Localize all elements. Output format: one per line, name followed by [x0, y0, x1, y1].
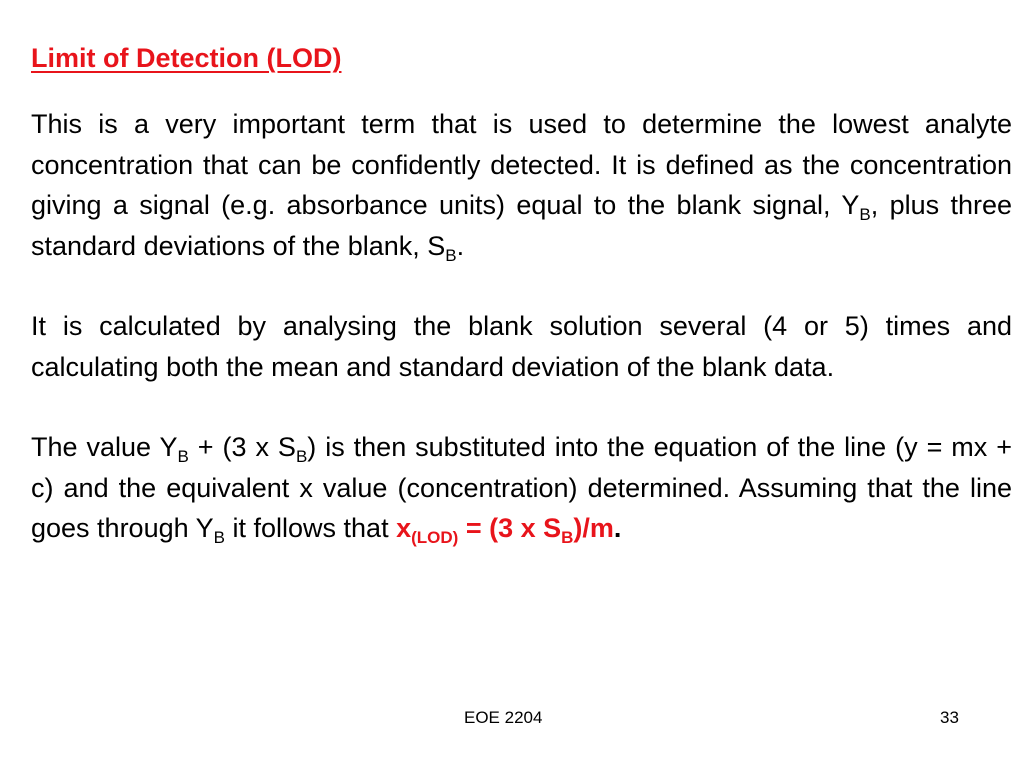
- p3-period: .: [613, 513, 622, 543]
- p3-text-a: The value Y: [31, 432, 178, 462]
- p1-text-a: This is a very important term that is used to determine the lowest analyte concentration that can be confidently detected. It is defined as the concentration giving a signal (e.g. absorbance units) equal to the blank signal, Y: [31, 109, 1012, 220]
- slide-title: Limit of Detection (LOD): [31, 43, 342, 73]
- paragraph-calculation: It is calculated by analysing the blank solution several (4 or 5) times and calculating both the mean and standard deviation of the blank data.: [31, 311, 1012, 382]
- p3-subscript-b2: B: [295, 447, 308, 466]
- p3-text-c: ) is then substituted into the equation of the line (y = mx + c) and the equivalent x value (concentration) determined. Assuming that the line goes through Y: [31, 432, 1012, 543]
- p3-subscript-b3: B: [213, 528, 225, 547]
- formula-end: )/m: [573, 513, 614, 543]
- formula-b-subscript: B: [561, 528, 574, 547]
- formula-lod-subscript: (LOD): [411, 528, 459, 547]
- p1-subscript-b1: B: [859, 205, 871, 224]
- lod-formula: [396, 513, 614, 547]
- p1-text-c: .: [456, 230, 465, 261]
- p3-subscript-b1: B: [177, 447, 189, 466]
- p3-text-d: it follows that: [225, 513, 397, 543]
- paragraph-definition: [31, 104, 1012, 266]
- formula-mid: = (3 x S: [458, 513, 562, 543]
- slide-content: [31, 38, 1012, 549]
- p3-text-b: + (3 x S: [188, 432, 296, 462]
- p1-text-b: , plus three standard deviations of the blank, S: [31, 190, 1012, 261]
- footer-page-number: 33: [940, 708, 959, 727]
- p1-subscript-b2: B: [445, 245, 457, 265]
- formula-x: x: [396, 513, 412, 543]
- paragraph-equation: [31, 427, 1012, 549]
- footer-course-code: EOE 2204: [464, 708, 543, 727]
